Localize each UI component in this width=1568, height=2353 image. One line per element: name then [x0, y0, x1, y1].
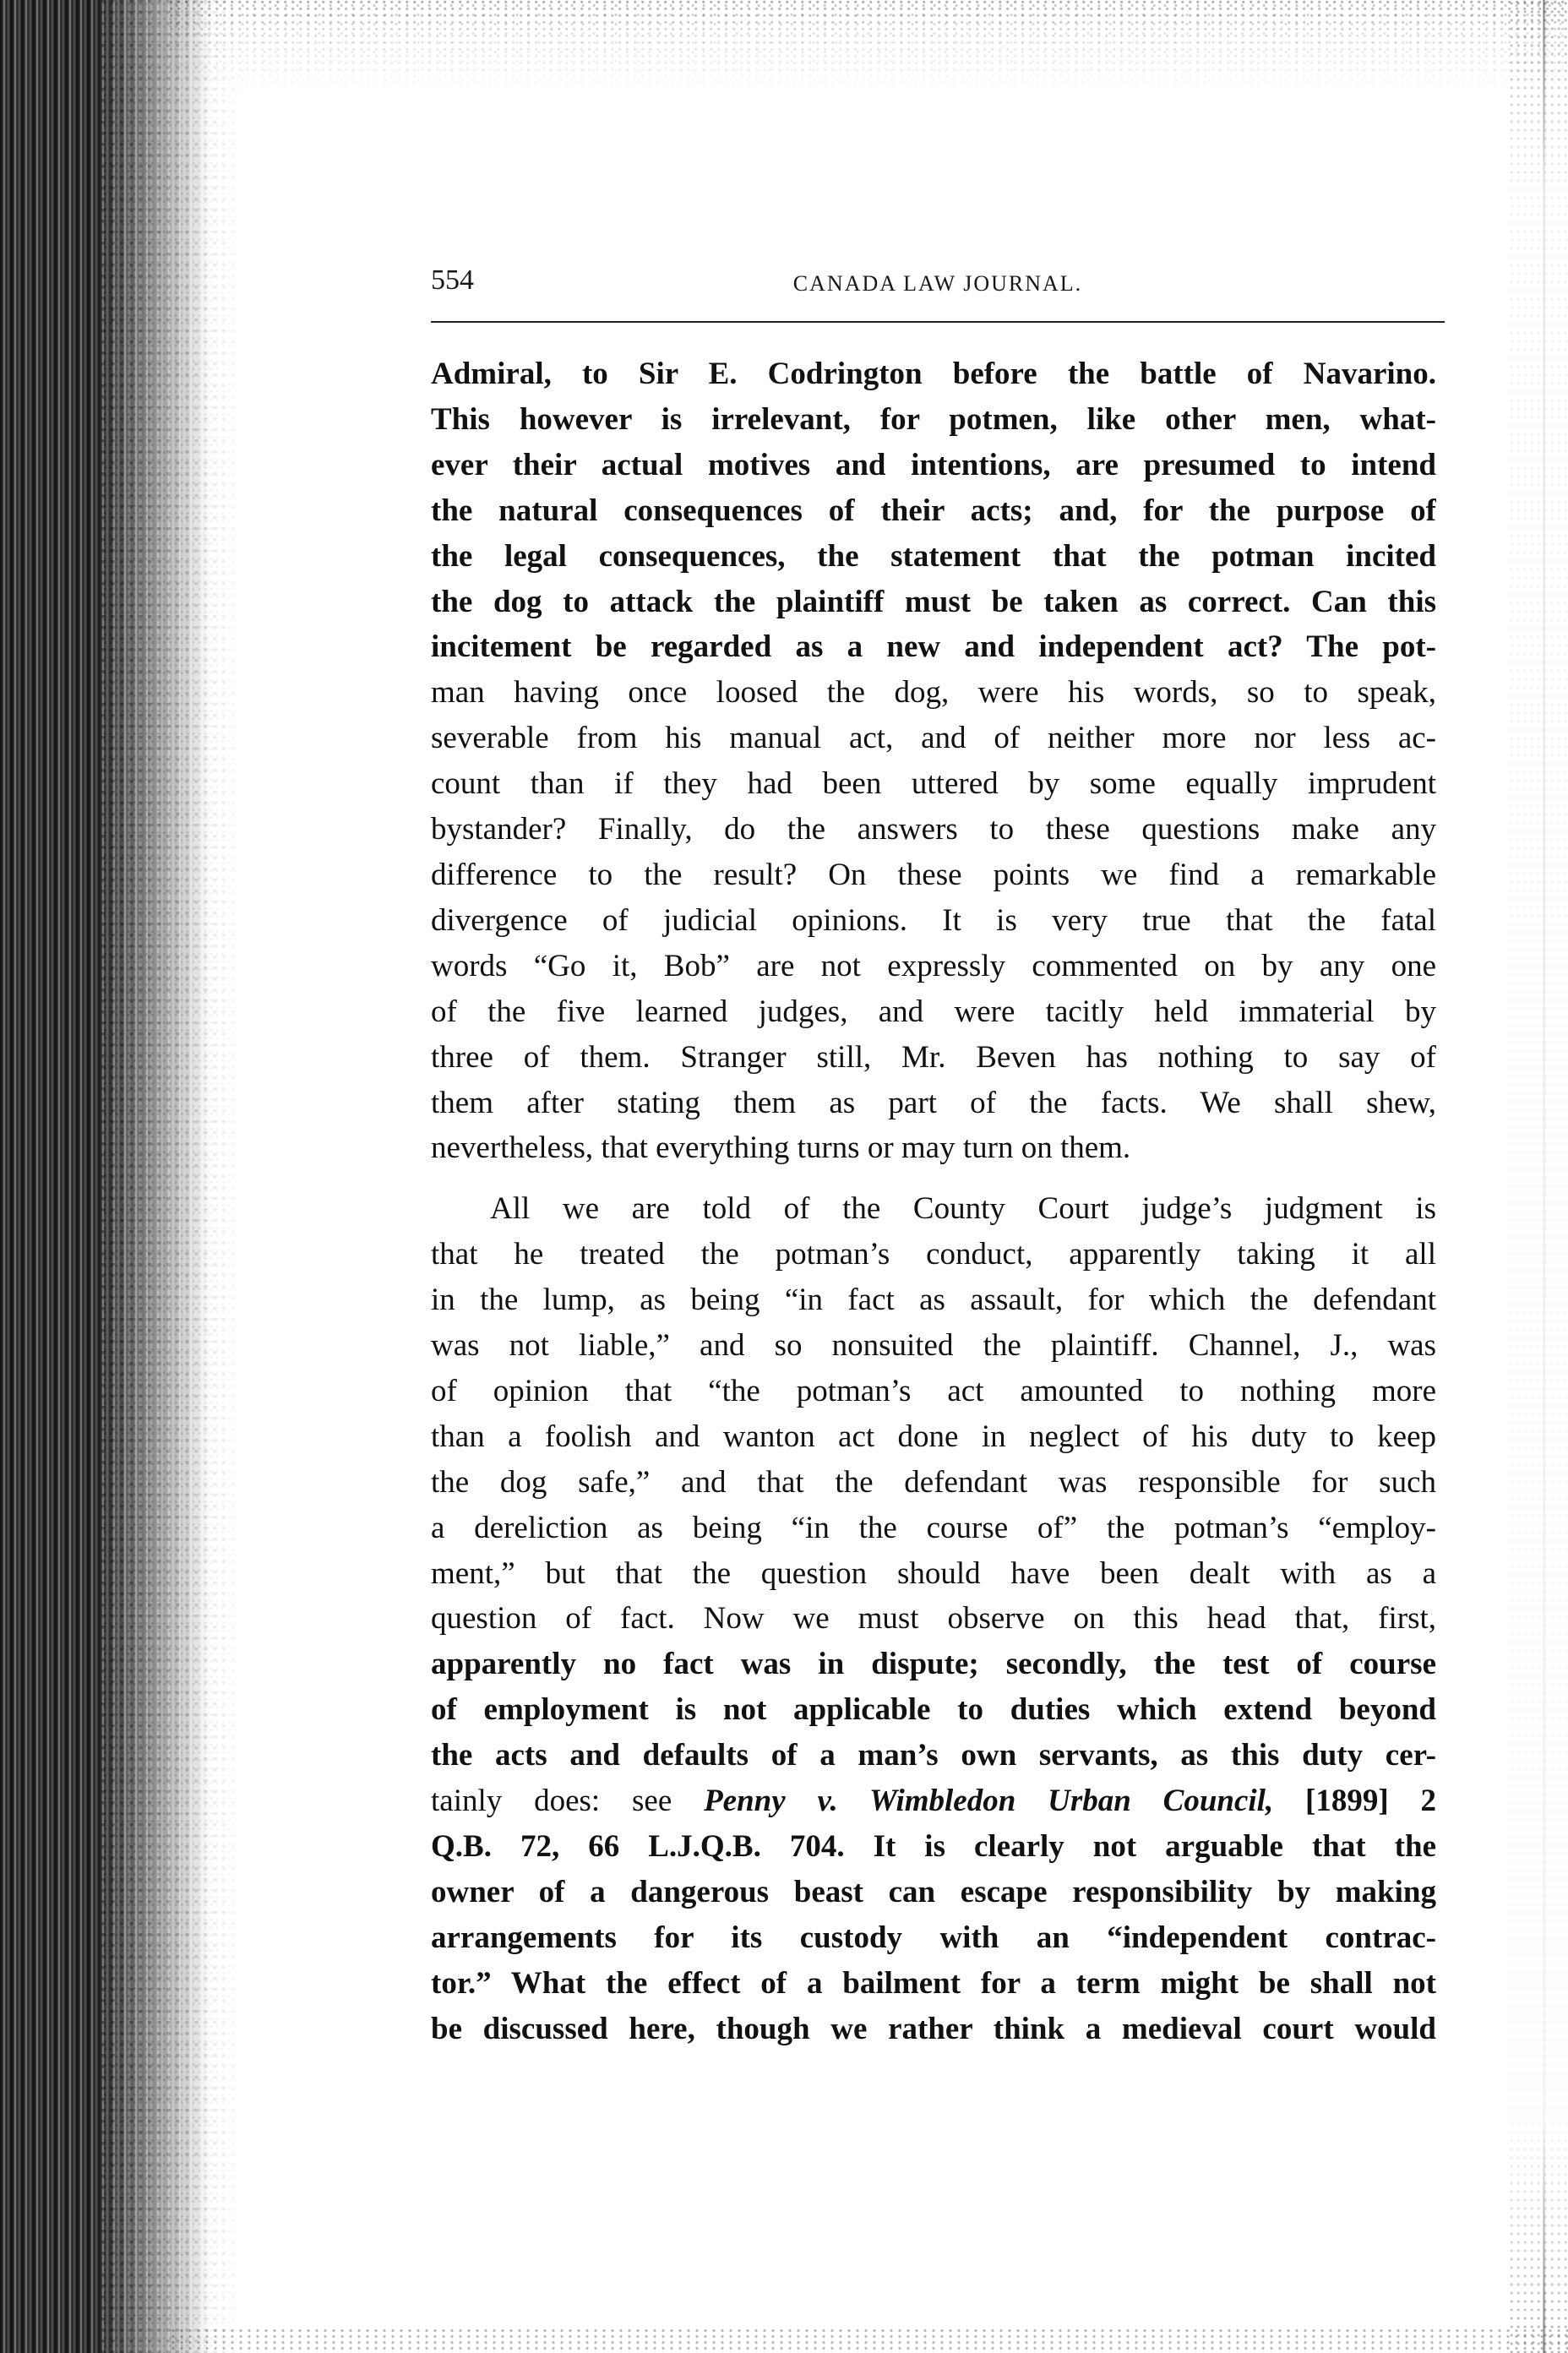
text-fragment: [1899] 2: [1305, 1784, 1436, 1819]
scan-noise-top: [169, 0, 1568, 93]
text-line: the dog safe,” and that the defendant was responsible for such: [431, 1464, 1436, 1500]
header-rule: [431, 321, 1445, 323]
article-body: [431, 351, 1436, 2052]
text-line: divergence of judicial opinions. It is very true that the fatal: [431, 902, 1436, 938]
text-line: arrangements for its custody with an “independent contrac-: [431, 1920, 1436, 1955]
text-line: them after stating them as part of the facts. We shall shew,: [431, 1085, 1436, 1120]
text-line: count than if they had been uttered by some equally imprudent: [431, 766, 1436, 802]
text-line: All we are told of the County Court judge’s judgment is: [490, 1191, 1436, 1227]
text-line: difference to the result? On these points we find a remarkable: [431, 857, 1436, 892]
text-line: nevertheless, that everything turns or may turn on them.: [431, 1130, 1131, 1166]
journal-title: CANADA LAW JOURNAL.: [792, 271, 1083, 296]
text-line: man having once loosed the dog, were his words, so to speak,: [431, 675, 1436, 711]
text-line: of employment is not applicable to duties which extend beyond: [431, 1692, 1436, 1728]
text-line: bystander? Finally, do the answers to these questions make any: [431, 812, 1436, 847]
text-line: owner of a dangerous beast can escape responsibility by making: [431, 1874, 1436, 1909]
text-line: words “Go it, Bob” are not expressly commented on by any one: [431, 948, 1436, 983]
text-line: Admiral, to Sir E. Codrington before the battle of Navarino.: [431, 357, 1436, 391]
text-line: This however is irrelevant, for potmen, like other men, what-: [431, 401, 1436, 437]
text-line: [431, 1778, 1436, 1824]
running-head: [431, 262, 1445, 313]
text-line: tor.” What the effect of a bailment for a term might be shall not: [431, 1965, 1436, 2001]
text-line: be discussed here, though we rather think a medieval court would: [431, 2011, 1436, 2046]
text-line: incitement be regarded as a new and independent act? The pot-: [431, 629, 1436, 665]
text-line: severable from his manual act, and of neither more nor less ac-: [431, 721, 1436, 756]
text-line: ever their actual motives and intentions, are presumed to intend: [431, 447, 1436, 482]
text-line: of opinion that “the potman’s act amounted to nothing more: [431, 1373, 1436, 1408]
text-fragment: tainly does: see: [431, 1784, 672, 1819]
case-citation: Penny v. Wimbledon Urban Council,: [704, 1784, 1274, 1819]
page-number: 554: [431, 264, 474, 296]
text-line: that he treated the potman’s conduct, apparently taking it all: [431, 1237, 1436, 1272]
text-line: of the five learned judges, and were tacitly held immaterial by: [431, 994, 1436, 1029]
paragraph-1: [431, 351, 1436, 1171]
text-line: was not liable,” and so nonsuited the plaintiff. Channel, J., was: [431, 1328, 1436, 1364]
text-line: ment,” but that the question should have been dealt with as a: [431, 1555, 1436, 1591]
text-line: three of them. Stranger still, Mr. Beven has nothing to say of: [431, 1039, 1436, 1075]
text-line: the legal consequences, the statement that the potman incited: [431, 538, 1436, 574]
paragraph-2: [431, 1186, 1436, 2051]
text-line: a dereliction as being “in the course of” the potman’s “employ-: [431, 1510, 1436, 1545]
text-line: in the lump, as being “in fact as assault, for which the defendant: [431, 1283, 1436, 1318]
text-line: the dog to attack the plaintiff must be taken as correct. Can this: [431, 584, 1436, 619]
text-line: apparently no fact was in dispute; secondly, the test of course: [431, 1647, 1436, 1682]
text-line: than a foolish and wanton act done in neglect of his duty to keep: [431, 1419, 1436, 1454]
text-line: the natural consequences of their acts; and, for the purpose of: [431, 493, 1436, 528]
scan-noise-right: [1509, 0, 1568, 2353]
text-line: the acts and defaults of a man’s own servants, as this duty cer-: [431, 1738, 1436, 1773]
text-line: Q.B. 72, 66 L.J.Q.B. 704. It is clearly not arguable that the: [431, 1829, 1436, 1864]
text-line: question of fact. Now we must observe on this head that, first,: [431, 1601, 1436, 1637]
scan-noise-left: [101, 0, 245, 2353]
scan-noise-bottom: [169, 2328, 1568, 2353]
